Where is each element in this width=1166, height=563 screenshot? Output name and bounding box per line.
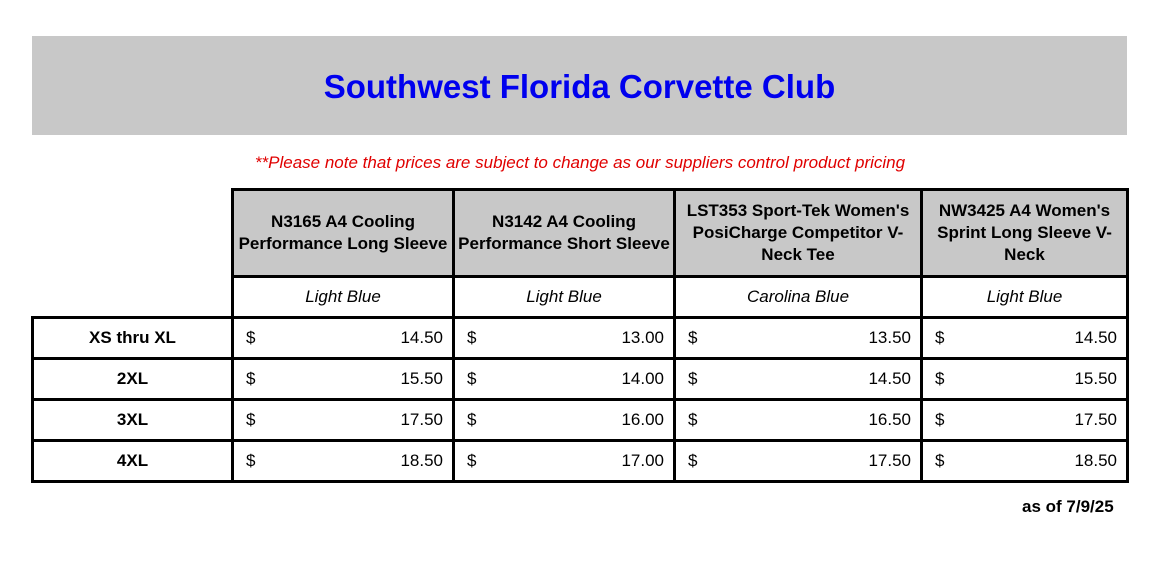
price-value: 17.50 <box>400 410 443 429</box>
empty-corner-cell <box>33 190 233 277</box>
price-value: 14.50 <box>400 328 443 347</box>
price-cell <box>233 318 454 359</box>
as-of-date: as of 7/9/25 <box>1022 497 1114 516</box>
product-color: Carolina Blue <box>675 277 922 318</box>
currency-symbol: $ <box>935 451 945 470</box>
price-value: 17.50 <box>1074 410 1117 429</box>
price-value: 16.00 <box>621 410 664 429</box>
table-row <box>33 441 1128 482</box>
price-cell <box>454 318 675 359</box>
price-value: 14.50 <box>1074 328 1117 347</box>
currency-symbol: $ <box>246 410 256 429</box>
currency-symbol: $ <box>467 410 477 429</box>
currency-symbol: $ <box>467 328 477 347</box>
currency-symbol: $ <box>935 369 945 388</box>
price-value: 14.00 <box>621 369 664 388</box>
product-color: Light Blue <box>922 277 1128 318</box>
price-value: 13.50 <box>868 328 911 347</box>
price-table <box>31 188 1129 483</box>
product-color: Light Blue <box>233 277 454 318</box>
price-cell <box>922 359 1128 400</box>
price-value: 18.50 <box>1074 451 1117 470</box>
product-color: Light Blue <box>454 277 675 318</box>
price-cell <box>454 400 675 441</box>
product-header: NW3425 A4 Women's Sprint Long Sleeve V-Neck <box>922 190 1128 277</box>
size-label: 3XL <box>33 400 233 441</box>
price-cell <box>922 318 1128 359</box>
price-cell <box>233 441 454 482</box>
price-cell <box>233 359 454 400</box>
price-notice: **Please note that prices are subject to change as our suppliers control product pricing <box>254 153 906 172</box>
currency-symbol: $ <box>246 328 256 347</box>
price-cell <box>675 441 922 482</box>
size-label: 4XL <box>33 441 233 482</box>
price-value: 14.50 <box>868 369 911 388</box>
color-row <box>33 277 1128 318</box>
page-title: Southwest Florida Corvette Club <box>323 67 836 105</box>
price-value: 15.50 <box>400 369 443 388</box>
product-header: N3142 A4 Cooling Performance Short Sleeve <box>454 190 675 277</box>
currency-symbol: $ <box>467 369 477 388</box>
currency-symbol: $ <box>246 369 256 388</box>
price-cell <box>675 400 922 441</box>
price-cell <box>675 318 922 359</box>
currency-symbol: $ <box>688 451 698 470</box>
product-header-row <box>33 190 1128 277</box>
price-cell <box>454 441 675 482</box>
size-label: XS thru XL <box>33 318 233 359</box>
price-cell <box>922 441 1128 482</box>
size-label: 2XL <box>33 359 233 400</box>
currency-symbol: $ <box>935 328 945 347</box>
currency-symbol: $ <box>688 328 698 347</box>
empty-corner-cell <box>33 277 233 318</box>
price-cell <box>922 400 1128 441</box>
price-value: 17.00 <box>621 451 664 470</box>
table-row <box>33 400 1128 441</box>
table-row <box>33 318 1128 359</box>
product-header: LST353 Sport-Tek Women's PosiCharge Competitor V-Neck Tee <box>675 190 922 277</box>
table-row <box>33 359 1128 400</box>
price-value: 13.00 <box>621 328 664 347</box>
price-cell <box>233 400 454 441</box>
currency-symbol: $ <box>467 451 477 470</box>
price-value: 17.50 <box>868 451 911 470</box>
price-cell <box>675 359 922 400</box>
title-banner <box>32 36 1127 135</box>
currency-symbol: $ <box>935 410 945 429</box>
price-cell <box>454 359 675 400</box>
currency-symbol: $ <box>688 410 698 429</box>
price-value: 16.50 <box>868 410 911 429</box>
price-value: 15.50 <box>1074 369 1117 388</box>
price-value: 18.50 <box>400 451 443 470</box>
currency-symbol: $ <box>688 369 698 388</box>
currency-symbol: $ <box>246 451 256 470</box>
product-header: N3165 A4 Cooling Performance Long Sleeve <box>233 190 454 277</box>
